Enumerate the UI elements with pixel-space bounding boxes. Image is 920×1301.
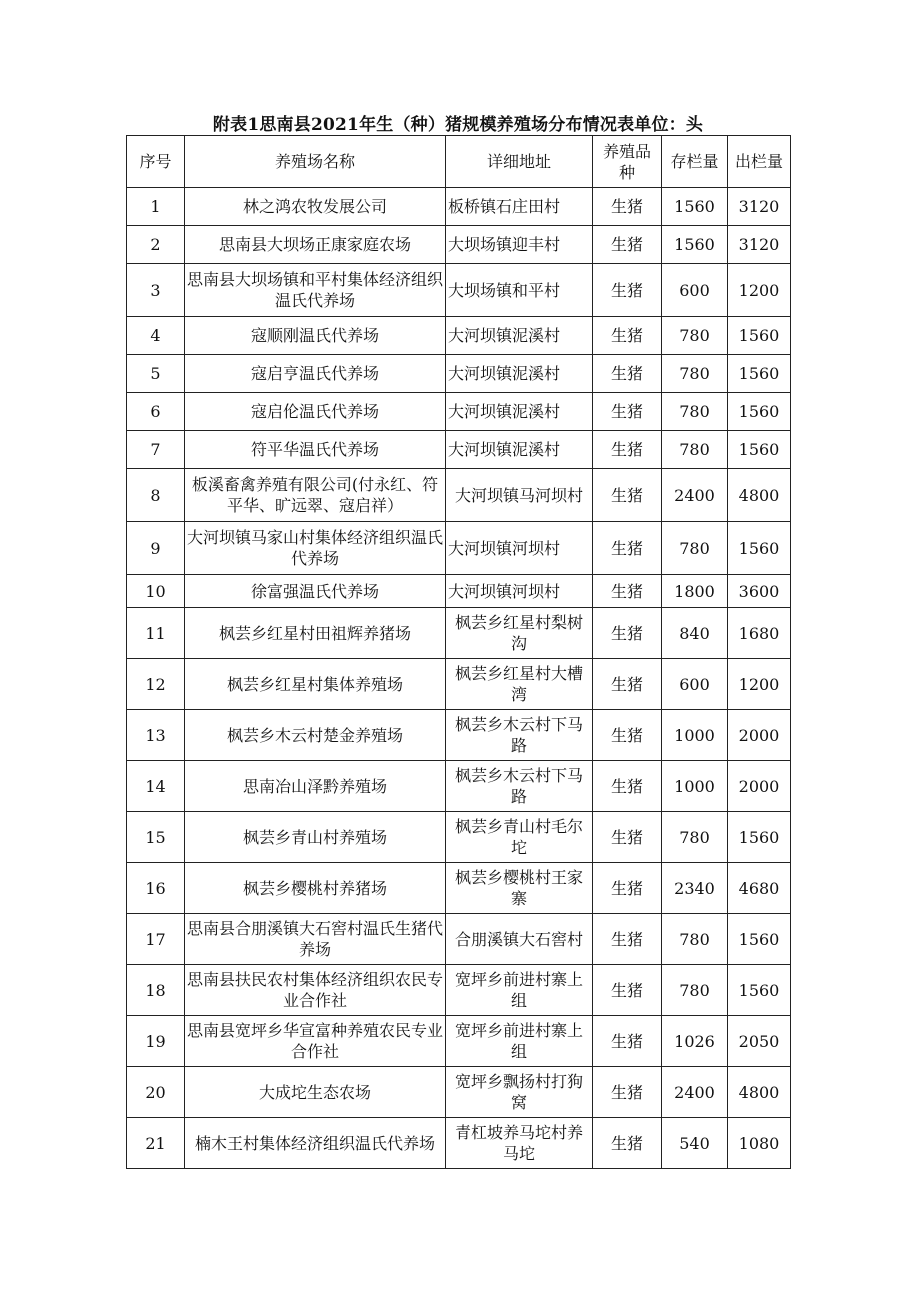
table-row xyxy=(127,863,791,914)
farm-name: 思南冶山泽黔养殖场 xyxy=(185,761,446,812)
table-header-row xyxy=(127,136,791,188)
row-number: 15 xyxy=(127,812,185,863)
row-number: 17 xyxy=(127,914,185,965)
stock-count: 1026 xyxy=(662,1016,728,1067)
breed: 生猪 xyxy=(593,264,662,317)
table-row xyxy=(127,575,791,608)
output-count: 4680 xyxy=(728,863,791,914)
output-count: 1200 xyxy=(728,264,791,317)
table-row xyxy=(127,431,791,469)
farm-address: 大坝场镇和平村 xyxy=(446,264,593,317)
farm-name: 思南县合朋溪镇大石窖村温氏生猪代养场 xyxy=(185,914,446,965)
stock-count: 780 xyxy=(662,393,728,431)
farm-address: 大坝场镇迎丰村 xyxy=(446,226,593,264)
output-count: 1560 xyxy=(728,812,791,863)
table-row xyxy=(127,469,791,522)
farm-address: 宽坪乡前进村寨上组 xyxy=(446,1016,593,1067)
output-count: 1080 xyxy=(728,1118,791,1169)
row-number: 14 xyxy=(127,761,185,812)
header-stock: 存栏量 xyxy=(662,136,728,188)
farm-address: 枫芸乡樱桃村王家寨 xyxy=(446,863,593,914)
breed: 生猪 xyxy=(593,393,662,431)
farm-address: 大河坝镇河坝村 xyxy=(446,575,593,608)
breed: 生猪 xyxy=(593,608,662,659)
farm-address: 大河坝镇泥溪村 xyxy=(446,431,593,469)
row-number: 3 xyxy=(127,264,185,317)
farm-address: 大河坝镇泥溪村 xyxy=(446,355,593,393)
farm-name: 楠木王村集体经济组织温氏代养场 xyxy=(185,1118,446,1169)
farm-address: 宽坪乡前进村寨上组 xyxy=(446,965,593,1016)
farm-name: 寇启亨温氏代养场 xyxy=(185,355,446,393)
breed: 生猪 xyxy=(593,812,662,863)
table-row xyxy=(127,965,791,1016)
breed: 生猪 xyxy=(593,914,662,965)
farm-name: 林之鸿农牧发展公司 xyxy=(185,188,446,226)
farm-address: 合朋溪镇大石窖村 xyxy=(446,914,593,965)
table-row xyxy=(127,761,791,812)
breed: 生猪 xyxy=(593,1118,662,1169)
stock-count: 1800 xyxy=(662,575,728,608)
stock-count: 780 xyxy=(662,355,728,393)
stock-count: 1000 xyxy=(662,761,728,812)
table-row xyxy=(127,710,791,761)
table-row xyxy=(127,355,791,393)
stock-count: 600 xyxy=(662,264,728,317)
stock-count: 600 xyxy=(662,659,728,710)
farm-name: 枫芸乡红星村集体养殖场 xyxy=(185,659,446,710)
farm-name: 思南县大坝场镇和平村集体经济组织温氏代养场 xyxy=(185,264,446,317)
stock-count: 2340 xyxy=(662,863,728,914)
table-row xyxy=(127,659,791,710)
output-count: 1560 xyxy=(728,965,791,1016)
row-number: 8 xyxy=(127,469,185,522)
output-count: 2050 xyxy=(728,1016,791,1067)
farm-address: 大河坝镇马河坝村 xyxy=(446,469,593,522)
breed: 生猪 xyxy=(593,863,662,914)
stock-count: 780 xyxy=(662,431,728,469)
breed: 生猪 xyxy=(593,575,662,608)
table-row xyxy=(127,914,791,965)
stock-count: 2400 xyxy=(662,469,728,522)
row-number: 10 xyxy=(127,575,185,608)
header-no: 序号 xyxy=(127,136,185,188)
table-row xyxy=(127,1118,791,1169)
farm-name: 枫芸乡木云村楚金养殖场 xyxy=(185,710,446,761)
farm-address: 大河坝镇河坝村 xyxy=(446,522,593,575)
farm-distribution-table xyxy=(126,135,791,1169)
breed: 生猪 xyxy=(593,188,662,226)
farm-name: 板溪畜禽养殖有限公司(付永红、符平华、旷远翠、寇启祥） xyxy=(185,469,446,522)
breed: 生猪 xyxy=(593,965,662,1016)
row-number: 16 xyxy=(127,863,185,914)
output-count: 4800 xyxy=(728,1067,791,1118)
farm-name: 思南县扶民农村集体经济组织农民专业合作社 xyxy=(185,965,446,1016)
table-row xyxy=(127,264,791,317)
output-count: 3120 xyxy=(728,188,791,226)
farm-name: 大河坝镇马家山村集体经济组织温氏代养场 xyxy=(185,522,446,575)
row-number: 19 xyxy=(127,1016,185,1067)
table-row xyxy=(127,226,791,264)
farm-address: 青杠坡养马坨村养马坨 xyxy=(446,1118,593,1169)
stock-count: 780 xyxy=(662,965,728,1016)
row-number: 12 xyxy=(127,659,185,710)
farm-name: 大成坨生态农场 xyxy=(185,1067,446,1118)
table-row xyxy=(127,1067,791,1118)
stock-count: 1560 xyxy=(662,188,728,226)
row-number: 21 xyxy=(127,1118,185,1169)
farm-address: 枫芸乡青山村毛尔坨 xyxy=(446,812,593,863)
header-breed: 养殖品种 xyxy=(593,136,662,188)
table-row xyxy=(127,188,791,226)
output-count: 1560 xyxy=(728,431,791,469)
farm-name: 符平华温氏代养场 xyxy=(185,431,446,469)
farm-name: 寇启伦温氏代养场 xyxy=(185,393,446,431)
output-count: 3600 xyxy=(728,575,791,608)
stock-count: 780 xyxy=(662,317,728,355)
breed: 生猪 xyxy=(593,522,662,575)
breed: 生猪 xyxy=(593,469,662,522)
row-number: 1 xyxy=(127,188,185,226)
stock-count: 780 xyxy=(662,522,728,575)
stock-count: 2400 xyxy=(662,1067,728,1118)
farm-name: 徐富强温氏代养场 xyxy=(185,575,446,608)
stock-count: 540 xyxy=(662,1118,728,1169)
row-number: 7 xyxy=(127,431,185,469)
stock-count: 780 xyxy=(662,812,728,863)
farm-name: 枫芸乡青山村养殖场 xyxy=(185,812,446,863)
breed: 生猪 xyxy=(593,659,662,710)
row-number: 11 xyxy=(127,608,185,659)
output-count: 1560 xyxy=(728,355,791,393)
breed: 生猪 xyxy=(593,761,662,812)
breed: 生猪 xyxy=(593,431,662,469)
farm-address: 大河坝镇泥溪村 xyxy=(446,393,593,431)
farm-address: 枫芸乡红星村大槽湾 xyxy=(446,659,593,710)
farm-name: 寇顺刚温氏代养场 xyxy=(185,317,446,355)
output-count: 1680 xyxy=(728,608,791,659)
breed: 生猪 xyxy=(593,1016,662,1067)
breed: 生猪 xyxy=(593,226,662,264)
farm-address: 枫芸乡红星村梨树沟 xyxy=(446,608,593,659)
table-row xyxy=(127,317,791,355)
farm-address: 枫芸乡木云村下马路 xyxy=(446,710,593,761)
output-count: 1560 xyxy=(728,393,791,431)
farm-name: 枫芸乡红星村田祖辉养猪场 xyxy=(185,608,446,659)
farm-address: 枫芸乡木云村下马路 xyxy=(446,761,593,812)
output-count: 2000 xyxy=(728,761,791,812)
row-number: 9 xyxy=(127,522,185,575)
output-count: 1560 xyxy=(728,522,791,575)
farm-name: 枫芸乡樱桃村养猪场 xyxy=(185,863,446,914)
breed: 生猪 xyxy=(593,710,662,761)
header-address: 详细地址 xyxy=(446,136,593,188)
row-number: 18 xyxy=(127,965,185,1016)
output-count: 4800 xyxy=(728,469,791,522)
row-number: 13 xyxy=(127,710,185,761)
row-number: 5 xyxy=(127,355,185,393)
output-count: 2000 xyxy=(728,710,791,761)
table-row xyxy=(127,1016,791,1067)
row-number: 20 xyxy=(127,1067,185,1118)
output-count: 1560 xyxy=(728,914,791,965)
farm-address: 宽坪乡飘扬村打狗窝 xyxy=(446,1067,593,1118)
stock-count: 840 xyxy=(662,608,728,659)
farm-name: 思南县宽坪乡华宣富种养殖农民专业合作社 xyxy=(185,1016,446,1067)
table-row xyxy=(127,522,791,575)
row-number: 4 xyxy=(127,317,185,355)
row-number: 6 xyxy=(127,393,185,431)
table-row xyxy=(127,393,791,431)
breed: 生猪 xyxy=(593,355,662,393)
breed: 生猪 xyxy=(593,317,662,355)
breed: 生猪 xyxy=(593,1067,662,1118)
farm-name: 思南县大坝场正康家庭农场 xyxy=(185,226,446,264)
header-out: 出栏量 xyxy=(728,136,791,188)
farm-address: 板桥镇石庄田村 xyxy=(446,188,593,226)
output-count: 1560 xyxy=(728,317,791,355)
stock-count: 1000 xyxy=(662,710,728,761)
stock-count: 780 xyxy=(662,914,728,965)
output-count: 1200 xyxy=(728,659,791,710)
output-count: 3120 xyxy=(728,226,791,264)
header-name: 养殖场名称 xyxy=(185,136,446,188)
table-row xyxy=(127,812,791,863)
table-row xyxy=(127,608,791,659)
row-number: 2 xyxy=(127,226,185,264)
farm-address: 大河坝镇泥溪村 xyxy=(446,317,593,355)
document-title: 附表1思南县2021年生（种）猪规模养殖场分布情况表单位：头 xyxy=(212,115,704,135)
stock-count: 1560 xyxy=(662,226,728,264)
